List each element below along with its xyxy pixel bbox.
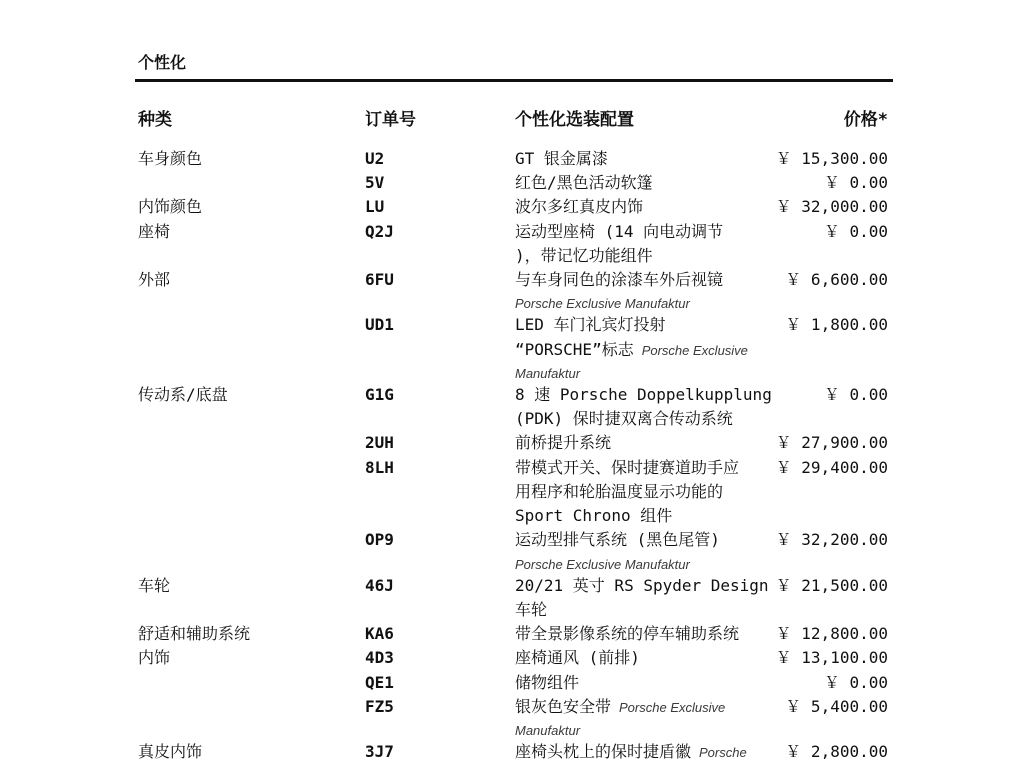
config-text: 8 速 Porsche Doppelkupplung bbox=[515, 384, 772, 404]
config-cell bbox=[515, 528, 770, 573]
config-cell bbox=[515, 171, 770, 195]
price-cell: ￥ 32,000.00 bbox=[775, 197, 888, 217]
table-row bbox=[0, 574, 1024, 623]
category-cell bbox=[138, 171, 365, 195]
category-cell: 车身颜色 bbox=[138, 148, 203, 168]
order-code-cell: KA6 bbox=[365, 624, 394, 644]
price-cell: ￥ 0.00 bbox=[823, 173, 888, 193]
category-cell: 车轮 bbox=[138, 575, 171, 595]
config-line bbox=[515, 383, 770, 407]
config-cell bbox=[515, 622, 770, 646]
table-row bbox=[0, 671, 1024, 695]
config-text: “PORSCHE”标志 bbox=[515, 339, 634, 359]
config-text: 前桥提升系统 bbox=[515, 433, 612, 453]
config-cell bbox=[515, 740, 770, 764]
config-text: 波尔多红真皮内饰 bbox=[515, 197, 644, 217]
order-code-cell: FZ5 bbox=[365, 696, 394, 716]
brand-note: Porsche Exclusive bbox=[641, 342, 748, 358]
table-row bbox=[0, 528, 1024, 573]
config-text: 运动型排气系统 (黑色尾管) bbox=[515, 530, 720, 550]
config-line bbox=[515, 407, 770, 431]
section-divider bbox=[135, 79, 893, 82]
config-text: 银灰色安全带 bbox=[515, 696, 612, 716]
config-cell bbox=[515, 147, 770, 171]
config-line bbox=[515, 292, 770, 313]
category-cell: 座椅 bbox=[138, 221, 171, 241]
order-code-cell: 5V bbox=[365, 173, 385, 193]
category-cell: 内饰颜色 bbox=[138, 197, 203, 217]
category-cell: 传动系/底盘 bbox=[138, 384, 228, 404]
config-line bbox=[515, 695, 770, 719]
category-cell: 外部 bbox=[138, 270, 171, 290]
table-row bbox=[0, 622, 1024, 646]
config-text: 座椅头枕上的保时捷盾徽 bbox=[515, 742, 692, 762]
config-cell bbox=[515, 268, 770, 313]
price-cell: ￥ 13,100.00 bbox=[775, 648, 888, 668]
config-line bbox=[515, 574, 770, 598]
brand-note: Porsche Exclusive bbox=[619, 699, 726, 715]
brand-note: Manufaktur bbox=[515, 723, 581, 739]
config-cell bbox=[515, 313, 770, 383]
category-cell bbox=[138, 456, 365, 529]
config-text: 储物组件 bbox=[515, 672, 580, 692]
table-row bbox=[0, 646, 1024, 670]
price-cell: ￥ 12,800.00 bbox=[775, 624, 888, 644]
config-line bbox=[515, 431, 770, 455]
category-cell bbox=[138, 313, 365, 383]
table-row bbox=[0, 171, 1024, 195]
config-cell bbox=[515, 695, 770, 740]
order-code-cell: 8LH bbox=[365, 457, 394, 477]
order-code-cell: 46J bbox=[365, 575, 394, 595]
table-row bbox=[0, 740, 1024, 764]
config-line bbox=[515, 622, 770, 646]
price-cell: ￥ 15,300.00 bbox=[775, 148, 888, 168]
section-title: 个性化 bbox=[138, 53, 187, 72]
order-code-cell: U2 bbox=[365, 148, 385, 168]
config-text: 用程序和轮胎温度显示功能的 bbox=[515, 481, 724, 501]
order-code-cell: OP9 bbox=[365, 530, 394, 550]
config-line bbox=[515, 244, 770, 268]
order-code-cell: 4D3 bbox=[365, 648, 394, 668]
brand-note: Porsche Exclusive Manufaktur bbox=[515, 296, 690, 312]
order-code-cell: LU bbox=[365, 197, 385, 217]
config-line bbox=[515, 598, 770, 622]
config-text: 车轮 bbox=[515, 599, 548, 619]
order-code-cell: 3J7 bbox=[365, 742, 394, 762]
config-text: 运动型座椅 (14 向电动调节 bbox=[515, 221, 724, 241]
config-line bbox=[515, 147, 770, 171]
order-code-cell: UD1 bbox=[365, 315, 394, 335]
config-line bbox=[515, 671, 770, 695]
price-cell: ￥ 27,900.00 bbox=[775, 433, 888, 453]
table-row bbox=[0, 456, 1024, 529]
config-cell bbox=[515, 456, 770, 529]
brand-note: Manufaktur bbox=[515, 365, 581, 381]
config-text: 带模式开关、保时捷赛道助手应 bbox=[515, 457, 740, 477]
config-line bbox=[515, 504, 770, 528]
order-code-cell: QE1 bbox=[365, 672, 394, 692]
config-line bbox=[515, 338, 770, 362]
table-row bbox=[0, 195, 1024, 219]
brand-note: Porsche bbox=[699, 745, 747, 761]
config-text: 座椅通风 (前排) bbox=[515, 648, 640, 668]
config-text: 20/21 英寸 RS Spyder Design bbox=[515, 575, 769, 595]
config-line bbox=[515, 740, 770, 764]
table-row bbox=[0, 220, 1024, 269]
price-cell: ￥ 21,500.00 bbox=[775, 575, 888, 595]
price-cell: ￥ 29,400.00 bbox=[775, 457, 888, 477]
config-text: Sport Chrono 组件 bbox=[515, 506, 673, 526]
price-cell: ￥ 6,600.00 bbox=[785, 270, 888, 290]
config-line bbox=[515, 313, 770, 337]
config-text: 与车身同色的涂漆车外后视镜 bbox=[515, 270, 724, 290]
price-cell: ￥ 2,800.00 bbox=[785, 742, 888, 762]
order-code-cell: 6FU bbox=[365, 270, 394, 290]
column-header-price: 价格* bbox=[843, 110, 888, 130]
table-row bbox=[0, 268, 1024, 313]
config-line bbox=[515, 646, 770, 670]
table-header bbox=[0, 108, 1024, 132]
price-cell: ￥ 32,200.00 bbox=[775, 530, 888, 550]
price-cell: ￥ 1,800.00 bbox=[785, 315, 888, 335]
config-cell bbox=[515, 671, 770, 695]
config-line bbox=[515, 719, 770, 740]
config-line bbox=[515, 480, 770, 504]
category-cell bbox=[138, 671, 365, 695]
config-cell bbox=[515, 195, 770, 219]
table-row bbox=[0, 313, 1024, 383]
order-code-cell: G1G bbox=[365, 384, 394, 404]
table-row bbox=[0, 695, 1024, 740]
config-line bbox=[515, 171, 770, 195]
category-cell bbox=[138, 695, 365, 740]
config-line bbox=[515, 456, 770, 480]
price-cell: ￥ 0.00 bbox=[823, 221, 888, 241]
config-cell bbox=[515, 383, 770, 432]
config-cell bbox=[515, 574, 770, 623]
category-cell: 真皮内饰 bbox=[138, 742, 203, 762]
category-cell bbox=[138, 431, 365, 455]
table-row bbox=[0, 431, 1024, 455]
config-text: 红色/黑色活动软篷 bbox=[515, 173, 653, 193]
config-text: GT 银金属漆 bbox=[515, 148, 608, 168]
price-cell: ￥ 0.00 bbox=[823, 672, 888, 692]
column-header-order-code: 订单号 bbox=[365, 110, 416, 130]
column-header-category: 种类 bbox=[138, 110, 172, 130]
config-line bbox=[515, 195, 770, 219]
config-line bbox=[515, 268, 770, 292]
price-cell: ￥ 5,400.00 bbox=[785, 696, 888, 716]
config-line bbox=[515, 362, 770, 383]
config-text: LED 车门礼宾灯投射 bbox=[515, 315, 666, 335]
column-header-configuration: 个性化选装配置 bbox=[515, 110, 634, 130]
category-cell bbox=[138, 528, 365, 573]
config-line bbox=[515, 220, 770, 244]
brand-note: Porsche Exclusive Manufaktur bbox=[515, 556, 690, 572]
config-cell bbox=[515, 431, 770, 455]
config-cell bbox=[515, 646, 770, 670]
config-text: )，带记忆功能组件 bbox=[515, 245, 653, 265]
price-cell: ￥ 0.00 bbox=[823, 384, 888, 404]
order-code-cell: 2UH bbox=[365, 433, 394, 453]
table-row bbox=[0, 383, 1024, 432]
config-text: (PDK) 保时捷双离合传动系统 bbox=[515, 409, 733, 429]
category-cell: 内饰 bbox=[138, 648, 171, 668]
config-text: 带全景影像系统的停车辅助系统 bbox=[515, 624, 740, 644]
options-table bbox=[0, 147, 1024, 765]
table-row bbox=[0, 147, 1024, 171]
order-code-cell: Q2J bbox=[365, 221, 394, 241]
config-line bbox=[515, 553, 770, 574]
config-cell bbox=[515, 220, 770, 269]
config-line bbox=[515, 528, 770, 552]
category-cell: 舒适和辅助系统 bbox=[138, 624, 251, 644]
